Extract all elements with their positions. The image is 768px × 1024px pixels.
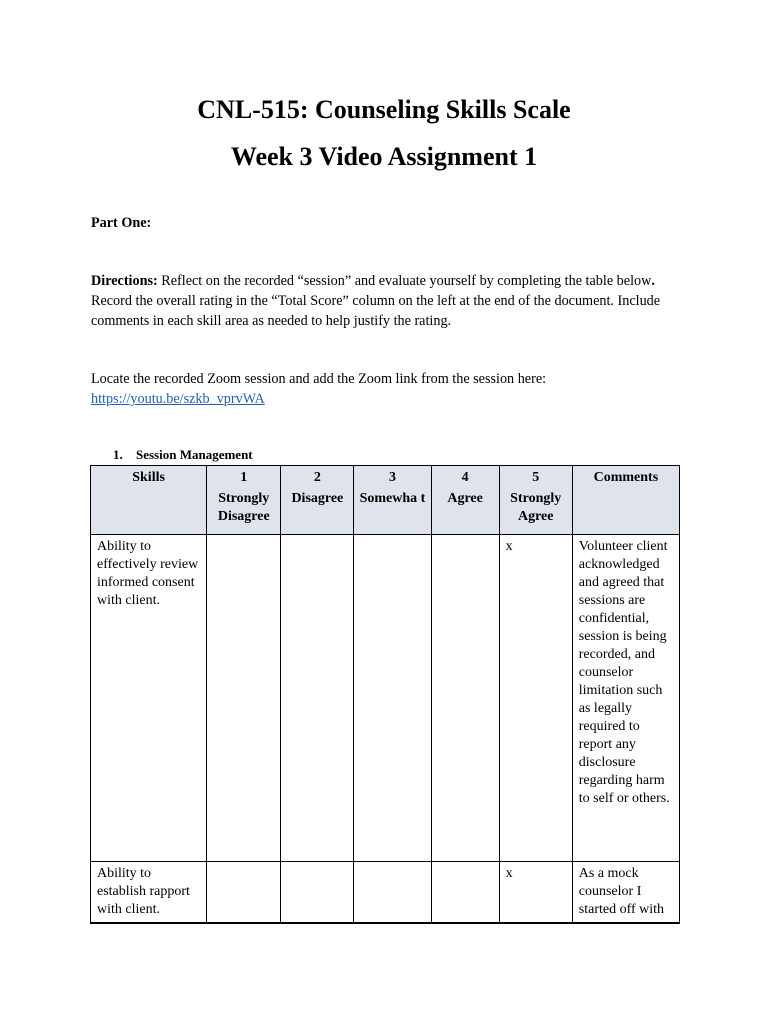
directions-text-2: Record the overall rating in the “Total Score” column on the left at the end of the document. Include comments in each skill area as needed to help justify the rating.	[91, 293, 661, 329]
table-row	[91, 535, 680, 862]
header-label: Disagree	[291, 491, 344, 506]
header-label: Strongly Agree	[510, 491, 562, 524]
header-number: 2	[313, 470, 321, 485]
skill-cell: Ability to effectively review informed consent with client.	[91, 535, 207, 862]
zoom-instructions: Locate the recorded Zoom session and add the Zoom link from the session here:	[91, 371, 547, 387]
rating-cell-4[interactable]	[431, 535, 499, 862]
document-subtitle: Week 3 Video Assignment 1	[230, 142, 538, 171]
comment-cell[interactable]: As a mock counselor I started off with	[572, 862, 679, 924]
rating-cell-3[interactable]	[354, 535, 431, 862]
header-rating-4	[431, 466, 499, 535]
rating-cell-2[interactable]	[281, 535, 354, 862]
skill-cell: Ability to establish rapport with client.	[91, 862, 207, 924]
header-label: Agree	[447, 491, 483, 506]
header-rating-5	[499, 466, 572, 535]
skills-rating-table	[90, 465, 680, 924]
rating-cell-5[interactable]: x	[499, 535, 572, 862]
header-label: Strongly Disagree	[217, 491, 270, 524]
header-number: 1	[240, 470, 248, 485]
header-rating-3	[354, 466, 431, 535]
rating-cell-5[interactable]: x	[499, 862, 572, 924]
directions-label: Directions:	[91, 273, 158, 289]
header-number: 4	[461, 470, 469, 485]
rating-cell-1[interactable]	[207, 535, 281, 862]
header-number: 3	[388, 470, 396, 485]
header-skills	[91, 466, 207, 535]
header-number: 5	[532, 470, 540, 485]
header-label: Somewha t	[359, 491, 426, 506]
section-heading	[113, 447, 253, 463]
header-comments	[572, 466, 679, 535]
zoom-session-link[interactable]: https://youtu.be/szkb_vprvWA	[91, 391, 265, 407]
document-title: CNL-515: Counseling Skills Scale	[197, 95, 571, 124]
directions-period: .	[651, 273, 655, 289]
section-number: 1.	[113, 447, 123, 462]
rating-cell-4[interactable]	[431, 862, 499, 924]
directions-text-1: Reflect on the recorded “session” and evaluate yourself by completing the table below	[157, 273, 652, 289]
directions-paragraph	[91, 271, 691, 331]
header-label: Skills	[132, 470, 165, 485]
header-rating-1	[207, 466, 281, 535]
rating-cell-2[interactable]	[281, 862, 354, 924]
table-header-row	[91, 466, 680, 535]
rating-cell-3[interactable]	[354, 862, 431, 924]
table-row	[91, 862, 680, 924]
part-label: Part One:	[91, 215, 152, 231]
header-label: Comments	[593, 470, 659, 485]
zoom-link-line	[91, 389, 691, 409]
rating-cell-1[interactable]	[207, 862, 281, 924]
section-title: Session Management	[136, 447, 253, 462]
comment-cell[interactable]: Volunteer client acknowledged and agreed that sessions are confidential, session is being recorded, and counselor limitation such as legally required to report any disclosure regarding harm to self or others.	[572, 535, 679, 862]
header-rating-2	[281, 466, 354, 535]
